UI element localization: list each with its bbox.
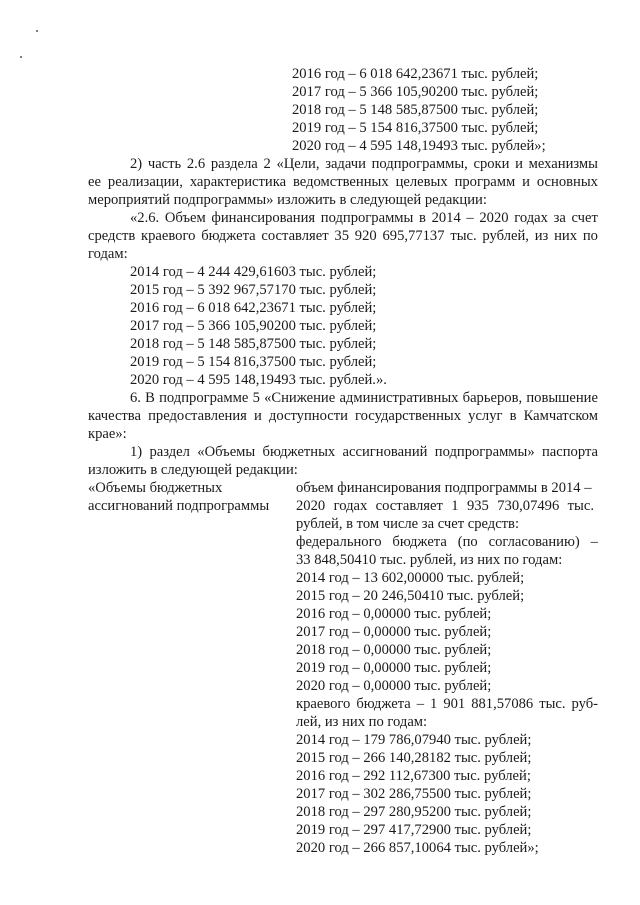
federal-year-line: 2017 год – 0,00000 тыс. рублей; [296, 624, 492, 640]
left-column-label: ассигнований подпрограммы [88, 498, 270, 514]
regional-year-line: 2014 год – 179 786,07940 тыс. рублей; [296, 732, 532, 748]
right-column-line: рублей, в том числе за счет средств: [296, 516, 520, 532]
paragraph-line: 6. В подпрограмме 5 «Снижение административных барьеров, повышение [130, 390, 598, 406]
top-year-line: 2020 год – 4 595 148,19493 тыс. рублей»; [292, 138, 546, 154]
left-column-label: «Объемы бюджетных [88, 480, 223, 496]
year-line: 2016 год – 6 018 642,23671 тыс. рублей; [130, 300, 377, 316]
federal-year-line: 2015 год – 20 246,50410 тыс. рублей; [296, 588, 525, 604]
top-year-line: 2019 год – 5 154 816,37500 тыс. рублей; [292, 120, 539, 136]
right-column-line: объем финансирования подпрограммы в 2014 – [296, 480, 592, 496]
federal-year-line: 2014 год – 13 602,00000 тыс. рублей; [296, 570, 525, 586]
paragraph-line: изложить в следующей редакции: [88, 462, 298, 478]
year-line: 2018 год – 5 148 585,87500 тыс. рублей; [130, 336, 377, 352]
year-line: 2015 год – 5 392 967,57170 тыс. рублей; [130, 282, 377, 298]
regional-year-line: 2018 год – 297 280,95200 тыс. рублей; [296, 804, 532, 820]
paragraph-line: ее реализации, характеристика ведомственных целевых программ и основных [88, 174, 598, 190]
paragraph-line: годам: [88, 246, 128, 262]
top-year-line: 2016 год – 6 018 642,23671 тыс. рублей; [292, 66, 539, 82]
right-column-line: 2020 годах составляет 1 935 730,07496 тыс. [296, 498, 594, 514]
top-year-line: 2017 год – 5 366 105,90200 тыс. рублей; [292, 84, 539, 100]
paragraph-line: 2) часть 2.6 раздела 2 «Цели, задачи подпрограммы, сроки и механизмы [130, 156, 598, 172]
paragraph-line: мероприятий подпрограммы» изложить в следующей редакции: [88, 192, 487, 208]
paragraph-line: средств краевого бюджета составляет 35 920 695,77137 тыс. рублей, из них по [88, 228, 598, 244]
regional-year-line: 2016 год – 292 112,67300 тыс. рублей; [296, 768, 531, 784]
regional-year-line: 2017 год – 302 286,75500 тыс. рублей; [296, 786, 532, 802]
year-line: 2019 год – 5 154 816,37500 тыс. рублей; [130, 354, 377, 370]
federal-year-line: 2016 год – 0,00000 тыс. рублей; [296, 606, 492, 622]
year-line: 2014 год – 4 244 429,61603 тыс. рублей; [130, 264, 377, 280]
scan-speck [20, 56, 22, 58]
right-column-line: федерального бюджета (по согласованию) – [296, 534, 598, 550]
paragraph-line: «2.6. Объем финансирования подпрограммы в 2014 – 2020 годах за счет [130, 210, 598, 226]
regional-intro-line: краевого бюджета – 1 901 881,57086 тыс. руб- [296, 696, 598, 712]
regional-intro-line: лей, из них по годам: [296, 714, 428, 730]
federal-year-line: 2019 год – 0,00000 тыс. рублей; [296, 660, 492, 676]
right-column-line: 33 848,50410 тыс. рублей, из них по годам: [296, 552, 563, 568]
regional-year-line: 2015 год – 266 140,28182 тыс. рублей; [296, 750, 532, 766]
federal-year-line: 2020 год – 0,00000 тыс. рублей; [296, 678, 492, 694]
paragraph-line: крае»: [88, 426, 127, 442]
paragraph-line: качества предоставления и доступности государственных услуг в Камчатском [88, 408, 598, 424]
federal-year-line: 2018 год – 0,00000 тыс. рублей; [296, 642, 492, 658]
year-line: 2017 год – 5 366 105,90200 тыс. рублей; [130, 318, 377, 334]
year-line: 2020 год – 4 595 148,19493 тыс. рублей.». [130, 372, 387, 388]
regional-year-line: 2020 год – 266 857,10064 тыс. рублей»; [296, 840, 539, 856]
top-year-line: 2018 год – 5 148 585,87500 тыс. рублей; [292, 102, 539, 118]
scan-speck [36, 30, 38, 32]
regional-year-line: 2019 год – 297 417,72900 тыс. рублей; [296, 822, 532, 838]
paragraph-line: 1) раздел «Объемы бюджетных ассигнований подпрограммы» паспорта [130, 444, 598, 460]
